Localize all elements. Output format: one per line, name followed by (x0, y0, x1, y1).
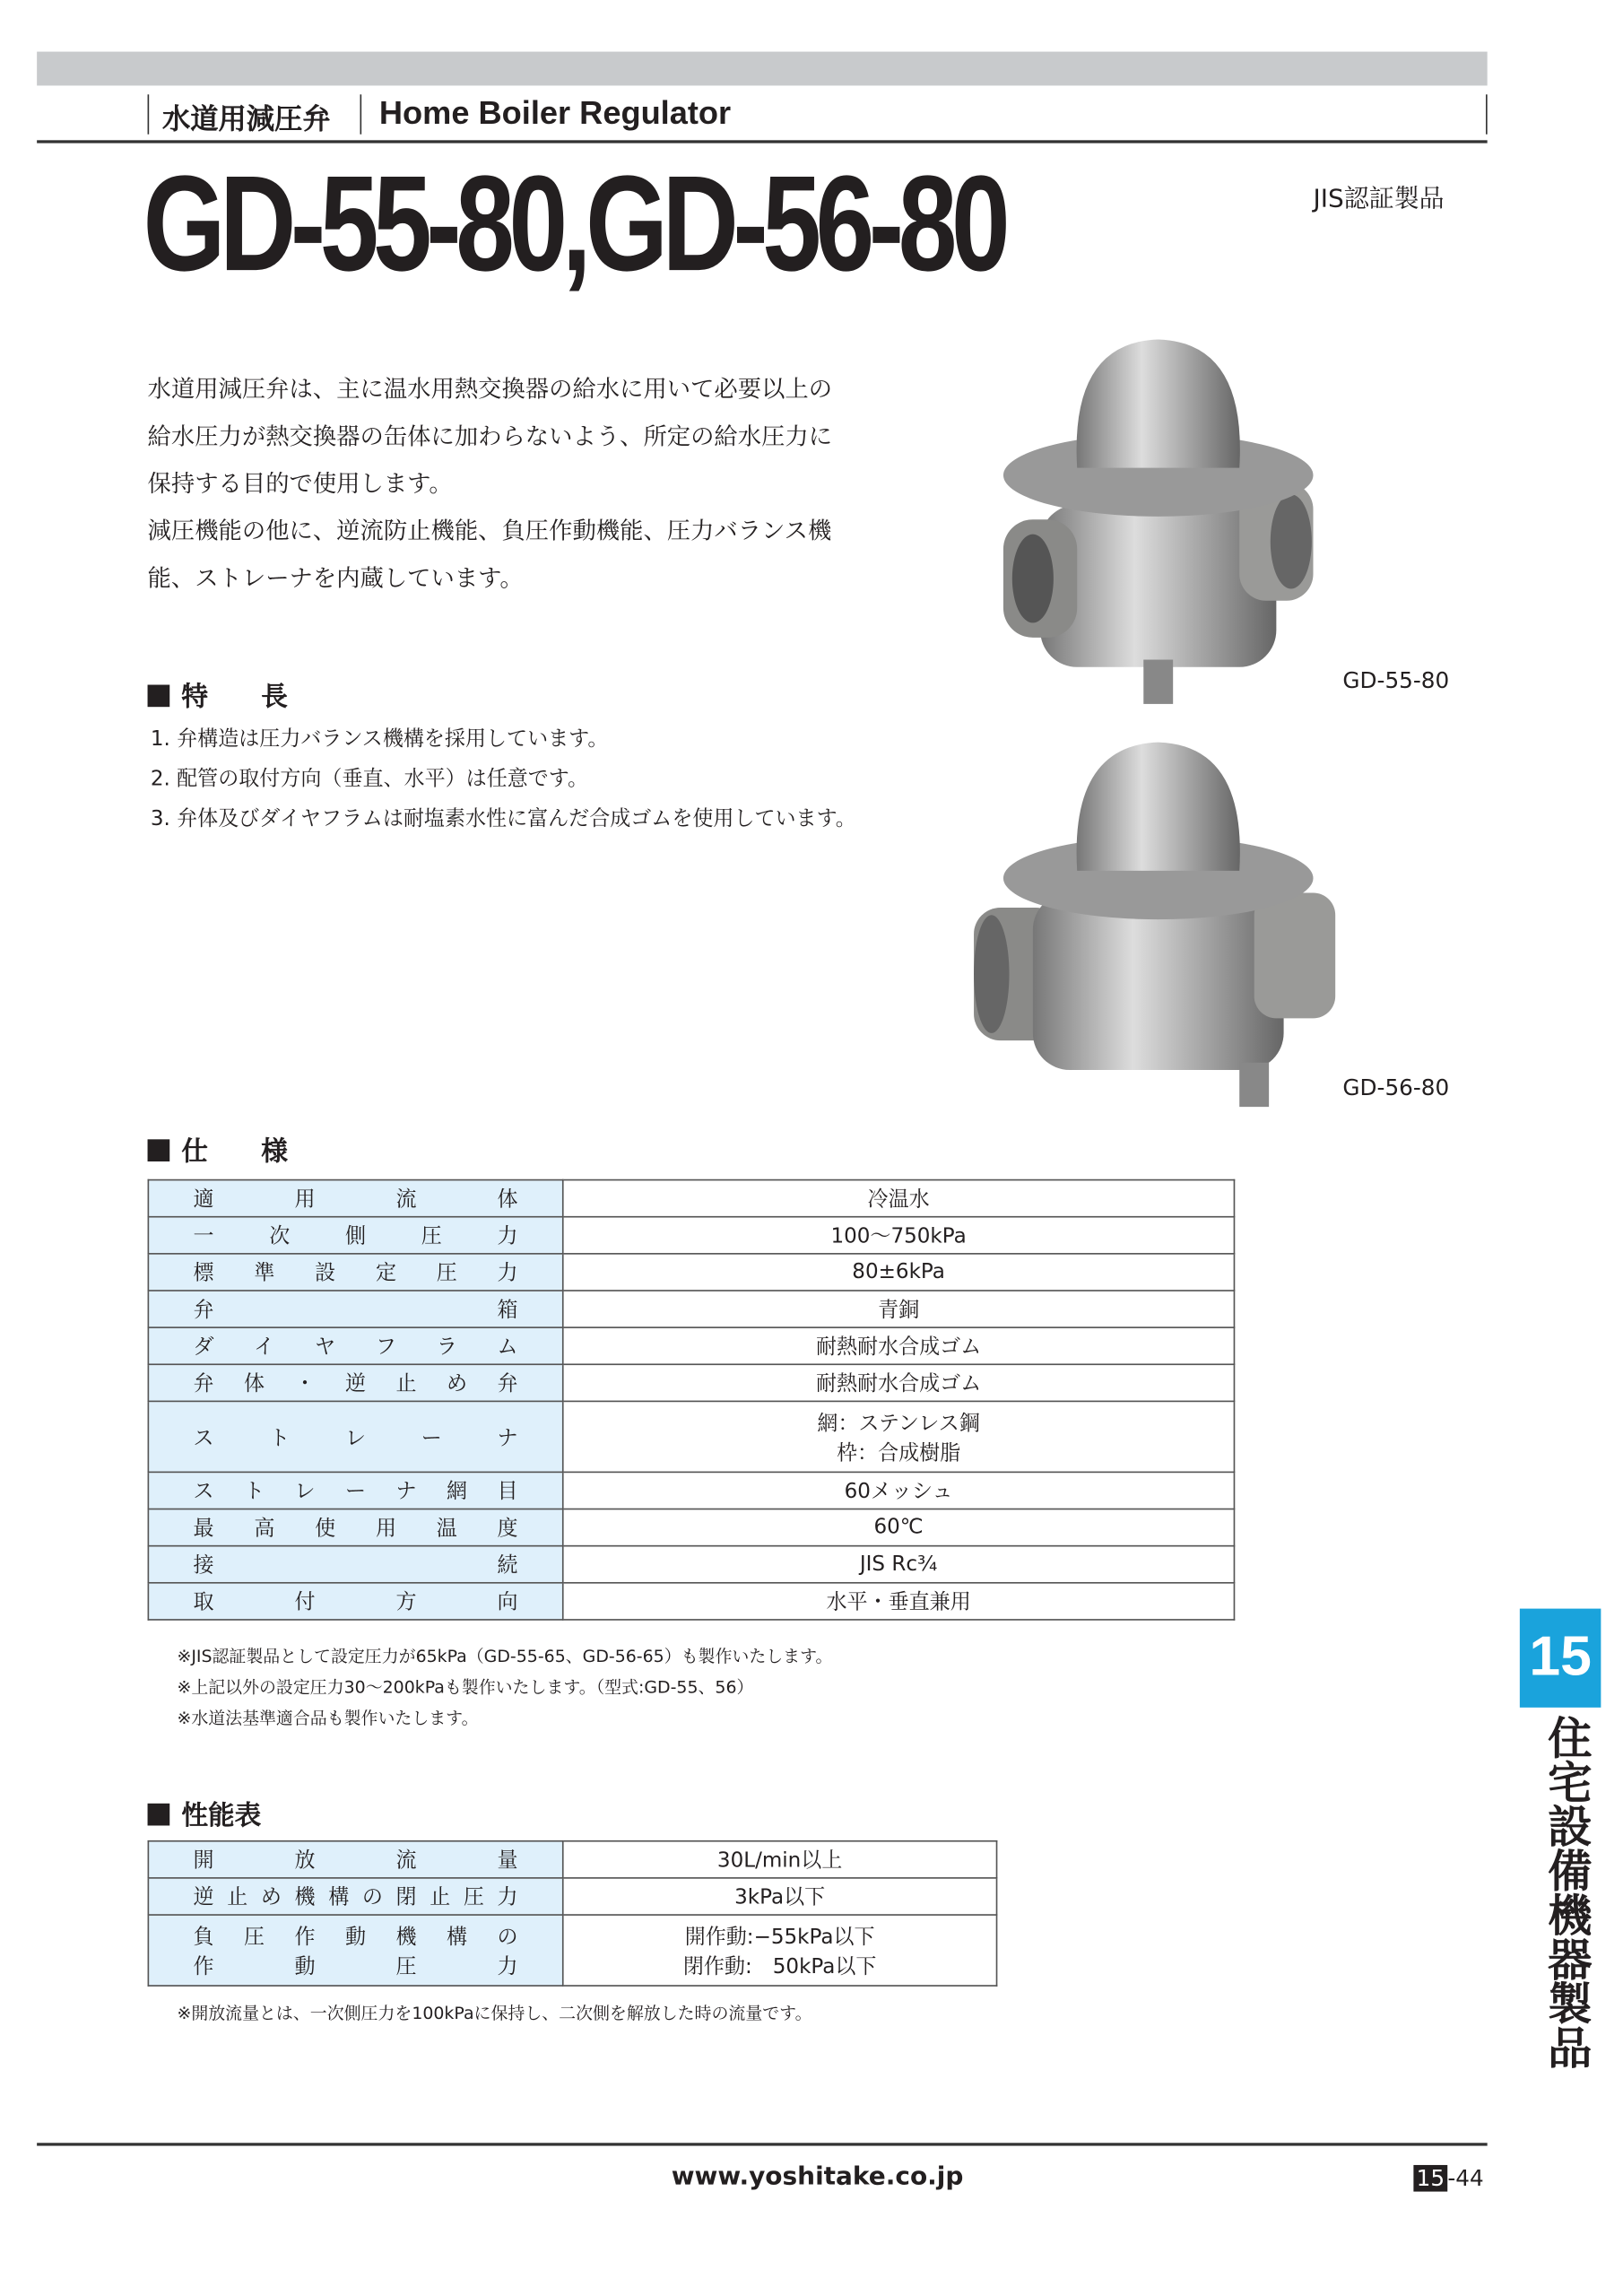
table-row (148, 1841, 996, 1878)
specs-heading: 仕 様 (148, 1130, 288, 1169)
category-en: Home Boiler Regulator (378, 94, 732, 132)
row-value: 網：ステンレス鋼 枠：合成樹脂 (563, 1401, 1235, 1472)
row-label: 最高使用温度 (148, 1509, 562, 1546)
row-label: ストレーナ (148, 1401, 562, 1472)
features-list (151, 720, 856, 839)
row-value: 開作動:−55kPa以下 閉作動: 50kPa以下 (563, 1915, 997, 1986)
table-row (148, 1878, 996, 1915)
performance-heading: 性能表 (148, 1795, 262, 1833)
chapter-tab: 15 (1520, 1609, 1601, 1708)
category-jp: 水道用減圧弁 (162, 103, 331, 136)
page-number: 15 -44 (1413, 2165, 1483, 2192)
row-label: 取付方向 (148, 1583, 562, 1620)
valve-image-gd-56-80 (974, 731, 1342, 1129)
row-value: 水平・垂直兼用 (563, 1583, 1235, 1620)
table-row (148, 1327, 1234, 1364)
website-link[interactable]: www.yoshitake.co.jp (671, 2161, 964, 2192)
row-label: 開放流量 (148, 1841, 562, 1878)
table-row (148, 1509, 1234, 1546)
valve-image-gd-55-80 (974, 327, 1328, 726)
top-gray-bar (37, 52, 1488, 86)
row-label: 弁箱 (148, 1291, 562, 1327)
specs-table (148, 1179, 1236, 1621)
list-item: 3. 弁体及びダイヤフラムは耐塩素水性に富んだ合成ゴムを使用しています。 (150, 807, 856, 831)
row-label: 一次側圧力 (148, 1217, 562, 1254)
features-heading: 特 長 (148, 676, 288, 715)
row-value: 30L/min以上 (563, 1841, 997, 1878)
row-value: 耐熱耐水合成ゴム (563, 1327, 1235, 1364)
row-value: 3kPa以下 (563, 1878, 997, 1915)
row-label: 弁体・逆止め弁 (148, 1364, 562, 1401)
row-value: 80±6kPa (563, 1254, 1235, 1291)
table-row (148, 1217, 1234, 1254)
table-row (148, 1291, 1234, 1327)
chapter-category: 住宅設備機器製品 (1539, 1715, 1591, 2069)
row-label: 標準設定圧力 (148, 1254, 562, 1291)
specs-notes: ※JIS認証製品として設定圧力が65kPa（GD-55-65、GD-56-65）も製作いたします。 ※上記以外の設定圧力30〜200kPaも製作いたします。（型式:GD-55、56） ※水道法基準適合品も製作いたします。 (177, 1645, 833, 1728)
table-row (148, 1180, 1234, 1217)
table-row (148, 1583, 1234, 1620)
row-label: ダイヤフラム (148, 1327, 562, 1364)
list-item: 2. 配管の取付方向（垂直、水平）は任意です。 (150, 767, 589, 791)
intro-paragraph: 水道用減圧弁は、主に温水用熱交換器の給水に用いて必要以上の 給水圧力が熱交換器の缶体に加わらないよう、所定の給水圧力に 保持する目的で使用します。 減圧機能の他に、逆流防止機能、負圧作動機能、圧力バランス機 能、ストレーナを内蔵しています。 (147, 374, 833, 592)
table-row (148, 1915, 996, 1986)
section-header (37, 91, 1488, 144)
table-row (148, 1254, 1234, 1291)
product-title: GD-55-80,GD-56-80 (143, 149, 1005, 300)
row-value: 耐熱耐水合成ゴム (563, 1364, 1235, 1401)
row-value: 60℃ (563, 1509, 1235, 1546)
row-value: 100〜750kPa (563, 1217, 1235, 1254)
row-label: ストレーナ網目 (148, 1472, 562, 1509)
performance-note: ※開放流量とは、一次側圧力を100kPaに保持し、二次側を解放した時の流量です。 (177, 2002, 812, 2023)
row-value: 青銅 (563, 1291, 1235, 1327)
table-row (148, 1401, 1234, 1472)
certification-label: JIS認証製品 (1313, 184, 1445, 214)
table-row (148, 1472, 1234, 1509)
row-label: 適用流体 (148, 1180, 562, 1217)
row-label: 負圧作動機構の 作動圧力 (148, 1915, 562, 1986)
list-item: 1. 弁構造は圧力バランス機構を採用しています。 (150, 727, 609, 752)
table-row (148, 1546, 1234, 1583)
row-value: 60メッシュ (563, 1472, 1235, 1509)
image-caption: GD-55-80 (1342, 666, 1450, 694)
row-value: JIS Rc¾ (563, 1546, 1235, 1583)
row-value: 冷温水 (563, 1180, 1235, 1217)
performance-table (148, 1840, 998, 1987)
footer-divider (37, 2143, 1488, 2145)
row-label: 逆止め機構の閉止圧力 (148, 1878, 562, 1915)
row-label: 接続 (148, 1546, 562, 1583)
table-row (148, 1364, 1234, 1401)
image-caption: GD-56-80 (1342, 1074, 1450, 1101)
